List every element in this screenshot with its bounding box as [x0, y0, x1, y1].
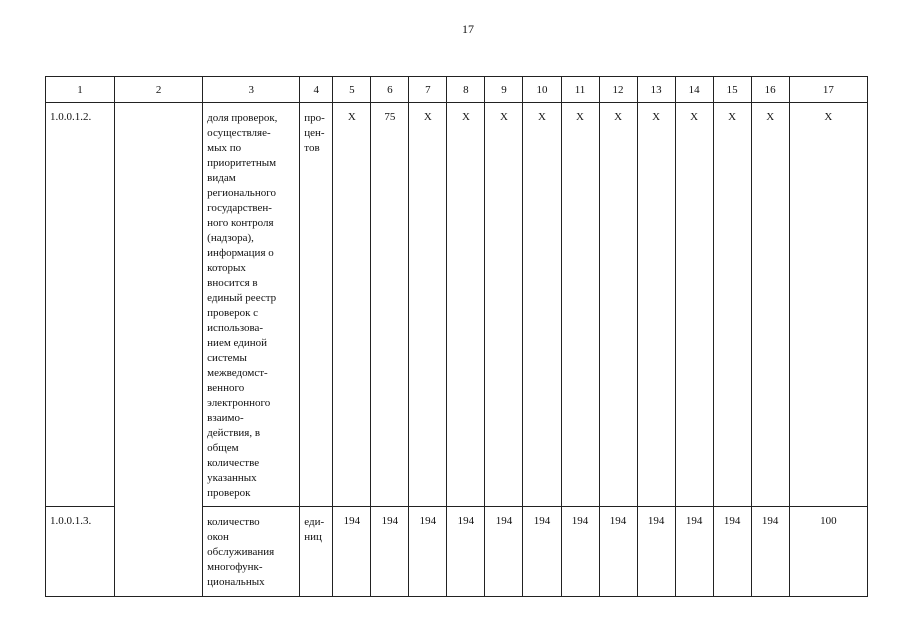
indicator-name-line: вносится в — [207, 277, 258, 289]
indicator-name-line: государствен- — [207, 202, 272, 214]
column-header: 5 — [333, 77, 371, 103]
column-header: 1 — [46, 77, 115, 103]
indicator-name-line: общем — [207, 442, 239, 454]
column-header: 15 — [713, 77, 751, 103]
column-header: 2 — [115, 77, 203, 103]
indicator-name-line: приоритетным — [207, 157, 277, 169]
indicator-name-line: видам — [207, 172, 236, 184]
indicator-name-line: количество — [207, 516, 260, 528]
column-header: 17 — [789, 77, 867, 103]
indicator-name-line: циональных — [207, 576, 265, 588]
value-cell: 100 — [789, 507, 867, 597]
value-cell: 194 — [751, 507, 789, 597]
indicator-name-line: единый реестр — [207, 292, 277, 304]
indicator-name-line: взаимо- — [207, 412, 244, 424]
value-cell: 75 — [371, 103, 409, 507]
value-cell: X — [561, 103, 599, 507]
indicator-name-line: информация о — [207, 247, 274, 259]
column-header: 14 — [675, 77, 713, 103]
indicator-name-line: количестве — [207, 457, 260, 469]
value-cell: X — [637, 103, 675, 507]
column-header: 7 — [409, 77, 447, 103]
indicator-code: 1.0.0.1.2. — [46, 103, 115, 507]
column-header: 16 — [751, 77, 789, 103]
unit-line: ниц — [304, 531, 322, 543]
page-number: 17 — [462, 22, 474, 36]
unit-line: про- — [304, 112, 325, 124]
value-cell: 194 — [713, 507, 751, 597]
indicator-name-line: использова- — [207, 322, 264, 334]
unit-line: цен- — [304, 127, 325, 139]
indicator-name-line: регионального — [207, 187, 276, 199]
value-cell: X — [523, 103, 561, 507]
indicator-name-line: доля проверок, — [207, 112, 278, 124]
unit-line: еди- — [304, 516, 325, 528]
value-cell: X — [447, 103, 485, 507]
value-cell: X — [333, 103, 371, 507]
value-cell: X — [789, 103, 867, 507]
indicator-name-line: действия, в — [207, 427, 261, 439]
column-header: 4 — [300, 77, 333, 103]
indicator-name-line: обслуживания — [207, 546, 275, 558]
value-cell: X — [409, 103, 447, 507]
unit-cell — [300, 103, 333, 507]
indicator-name-line: проверок с — [207, 307, 259, 319]
indicator-table — [45, 76, 868, 597]
indicator-name — [203, 507, 300, 597]
indicator-name — [203, 103, 300, 507]
column-header: 3 — [203, 77, 300, 103]
indicator-name-line: осуществляе- — [207, 127, 271, 139]
indicator-name-line: (надзора), — [207, 232, 254, 244]
value-cell: 194 — [333, 507, 371, 597]
indicator-name-line: которых — [207, 262, 246, 274]
indicator-name-line: системы — [207, 352, 247, 364]
unit-line: тов — [304, 142, 320, 154]
value-cell: 194 — [447, 507, 485, 597]
value-cell: 194 — [599, 507, 637, 597]
value-cell: X — [713, 103, 751, 507]
value-cell: 194 — [561, 507, 599, 597]
value-cell: 194 — [523, 507, 561, 597]
indicator-code: 1.0.0.1.3. — [46, 507, 115, 597]
column-header: 6 — [371, 77, 409, 103]
indicator-name-line: нием единой — [207, 337, 268, 349]
value-cell: X — [599, 103, 637, 507]
indicator-name-line: венного — [207, 382, 245, 394]
indicator-name-line: мых по — [207, 142, 242, 154]
value-cell: 194 — [485, 507, 523, 597]
value-cell: 194 — [637, 507, 675, 597]
table-row — [46, 103, 868, 507]
indicator-name-line: электронного — [207, 397, 271, 409]
column-header: 8 — [447, 77, 485, 103]
indicator-name-line: проверок — [207, 487, 251, 499]
indicator-name-line: многофунк- — [207, 561, 263, 573]
indicator-name-line: указанных — [207, 472, 257, 484]
indicator-name-line: межведомст- — [207, 367, 268, 379]
column-header: 10 — [523, 77, 561, 103]
value-cell: 194 — [371, 507, 409, 597]
column-header: 11 — [561, 77, 599, 103]
value-cell: X — [675, 103, 713, 507]
indicator-name-line: окон — [207, 531, 229, 543]
column-header: 13 — [637, 77, 675, 103]
value-cell: X — [485, 103, 523, 507]
value-cell: X — [751, 103, 789, 507]
indicator-name-line: ного контроля — [207, 217, 274, 229]
column-header: 9 — [485, 77, 523, 103]
unit-cell — [300, 507, 333, 597]
empty-column-2-cell — [115, 103, 203, 597]
table-header-row — [46, 77, 868, 103]
value-cell: 194 — [675, 507, 713, 597]
column-header: 12 — [599, 77, 637, 103]
value-cell: 194 — [409, 507, 447, 597]
